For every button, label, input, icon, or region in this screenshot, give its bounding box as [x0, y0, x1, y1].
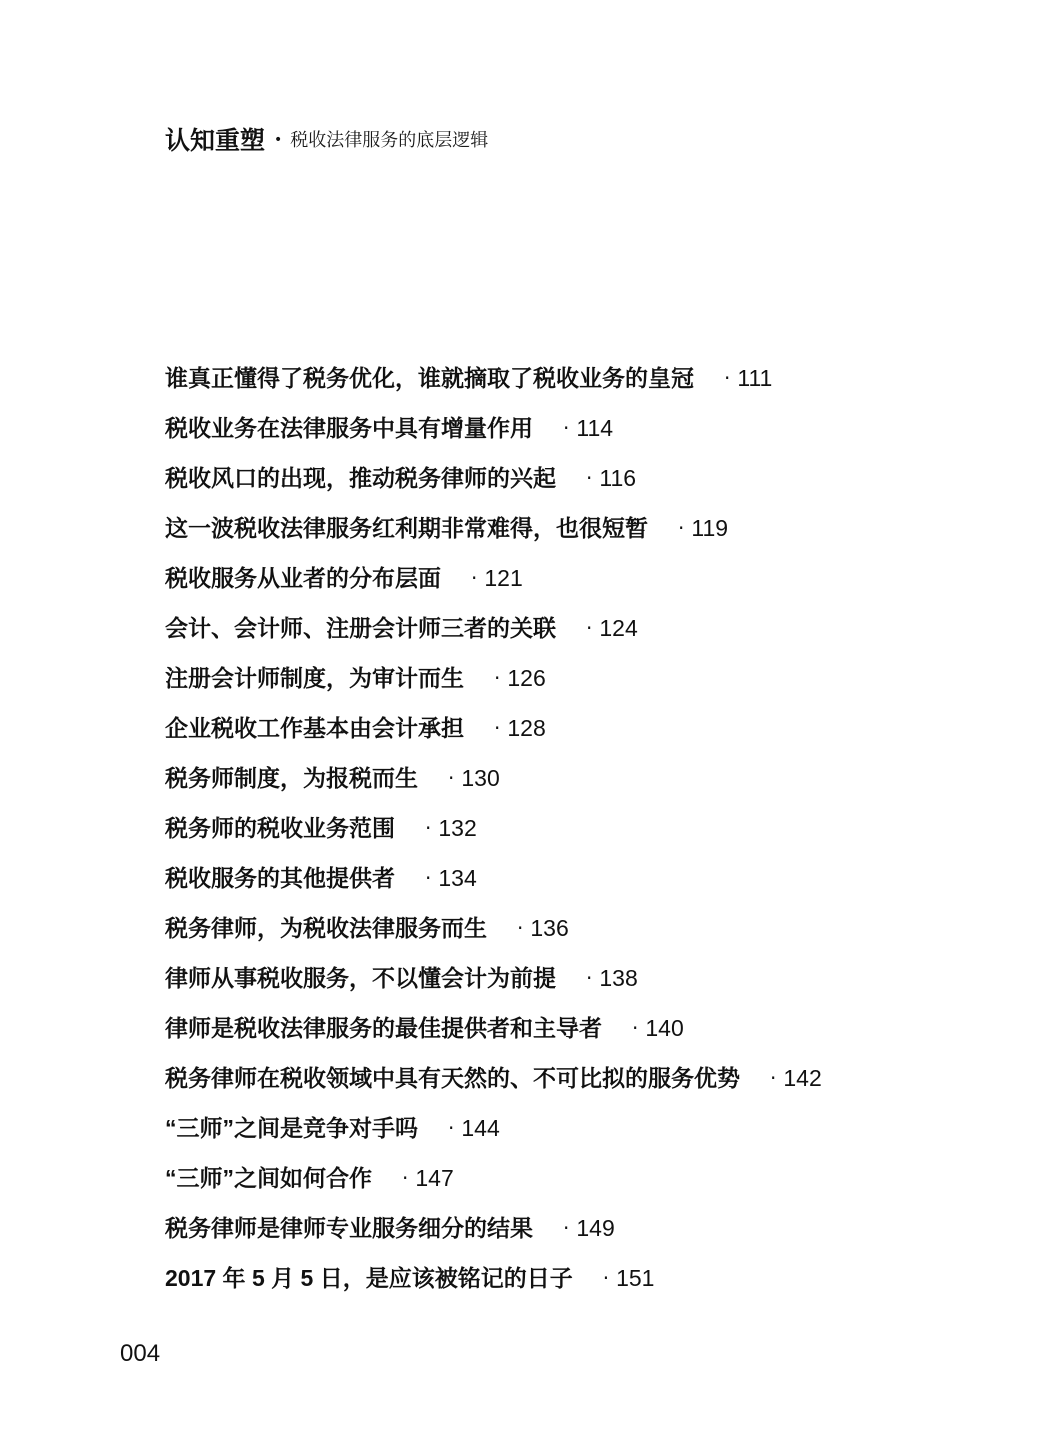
toc-entry-title: 税务师的税收业务范围	[165, 815, 395, 841]
toc-entry-page: 140	[645, 1015, 684, 1041]
toc-entry	[165, 1253, 945, 1303]
toc-leader-dot: ·	[724, 366, 731, 390]
toc-entry-page: 138	[599, 965, 638, 991]
toc-entry-title: 2017 年 5 月 5 日，是应该被铭记的日子	[165, 1265, 573, 1291]
book-title: 认知重塑	[165, 126, 266, 155]
toc-entry-title: 税收业务在法律服务中具有增量作用	[165, 415, 533, 441]
toc-leader-dot: ·	[602, 1266, 610, 1290]
toc-leader-dot: ·	[770, 1066, 777, 1090]
toc-leader-dot: ·	[494, 666, 501, 690]
toc-entry	[165, 403, 945, 453]
toc-entry-page: 149	[576, 1215, 615, 1241]
toc-entry-title: 律师从事税收服务，不以懂会计为前提	[165, 965, 556, 991]
toc-leader-dot: ·	[425, 866, 432, 890]
toc-entry-title: 税收服务从业者的分布层面	[165, 565, 441, 591]
toc-entry-title: 注册会计师制度，为审计而生	[165, 665, 464, 691]
toc-leader-dot: ·	[517, 916, 524, 940]
toc-entry	[165, 803, 945, 853]
toc-leader-dot: ·	[402, 1166, 409, 1190]
toc-entry-page: 144	[461, 1115, 500, 1141]
toc-entry-page: 114	[576, 415, 614, 441]
toc-entry	[165, 353, 945, 403]
toc-entry-page: 128	[507, 715, 546, 741]
page-number: 004	[120, 1340, 161, 1367]
toc-leader-dot: ·	[494, 716, 501, 740]
toc-entry-page: 132	[438, 815, 477, 841]
toc-entry-page: 116	[599, 465, 637, 491]
toc-leader-dot: ·	[471, 566, 478, 590]
toc-entry-page: 121	[484, 565, 523, 591]
toc-entry	[165, 753, 945, 803]
table-of-contents	[165, 353, 945, 1303]
toc-entry-page: 111	[737, 365, 773, 391]
header-bullet: •	[274, 132, 283, 148]
toc-entry-page: 124	[599, 615, 638, 641]
toc-leader-dot: ·	[586, 966, 593, 990]
toc-entry-page: 119	[691, 515, 729, 541]
toc-entry-page: 134	[438, 865, 477, 891]
toc-entry	[165, 953, 945, 1003]
toc-entry-title: 税收风口的出现，推动税务律师的兴起	[165, 465, 556, 491]
toc-entry-title: 税务律师，为税收法律服务而生	[165, 915, 487, 941]
toc-entry	[165, 1053, 945, 1103]
toc-leader-dot: ·	[678, 516, 685, 540]
toc-entry-title: 企业税收工作基本由会计承担	[165, 715, 464, 741]
toc-entry-title: 税务律师是律师专业服务细分的结果	[165, 1215, 533, 1241]
toc-entry-title: 会计、会计师、注册会计师三者的关联	[165, 615, 556, 641]
toc-entry	[165, 1103, 945, 1153]
toc-leader-dot: ·	[563, 416, 570, 440]
toc-entry	[165, 653, 945, 703]
toc-entry-page: 151	[616, 1265, 655, 1291]
running-header	[165, 120, 488, 158]
toc-entry-title: 谁真正懂得了税务优化，谁就摘取了税收业务的皇冠	[165, 365, 694, 391]
toc-entry-title: 律师是税收法律服务的最佳提供者和主导者	[165, 1015, 602, 1041]
toc-entry-title: 这一波税收法律服务红利期非常难得，也很短暂	[165, 515, 648, 541]
toc-entry	[165, 453, 945, 503]
toc-leader-dot: ·	[425, 816, 432, 840]
toc-entry	[165, 1153, 945, 1203]
toc-entry-page: 147	[415, 1165, 454, 1191]
toc-entry-page: 136	[530, 915, 569, 941]
toc-entry	[165, 1203, 945, 1253]
toc-entry	[165, 603, 945, 653]
toc-leader-dot: ·	[586, 466, 593, 490]
toc-leader-dot: ·	[448, 1116, 455, 1140]
toc-entry	[165, 703, 945, 753]
toc-entry-title: “三师”之间如何合作	[165, 1165, 372, 1191]
toc-entry	[165, 503, 945, 553]
toc-entry-title: 税务律师在税收领域中具有天然的、不可比拟的服务优势	[165, 1065, 740, 1091]
toc-entry-title: “三师”之间是竞争对手吗	[165, 1115, 418, 1141]
book-subtitle: 税收法律服务的底层逻辑	[290, 130, 489, 150]
toc-entry	[165, 553, 945, 603]
toc-entry	[165, 1003, 945, 1053]
toc-leader-dot: ·	[563, 1216, 570, 1240]
toc-entry-page: 142	[783, 1065, 822, 1091]
toc-entry	[165, 853, 945, 903]
toc-entry-title: 税收服务的其他提供者	[165, 865, 395, 891]
toc-leader-dot: ·	[586, 616, 593, 640]
toc-entry-page: 126	[507, 665, 546, 691]
toc-entry-page: 130	[461, 765, 500, 791]
toc-leader-dot: ·	[632, 1016, 639, 1040]
toc-entry-title: 税务师制度，为报税而生	[165, 765, 418, 791]
toc-entry	[165, 903, 945, 953]
toc-leader-dot: ·	[448, 766, 455, 790]
